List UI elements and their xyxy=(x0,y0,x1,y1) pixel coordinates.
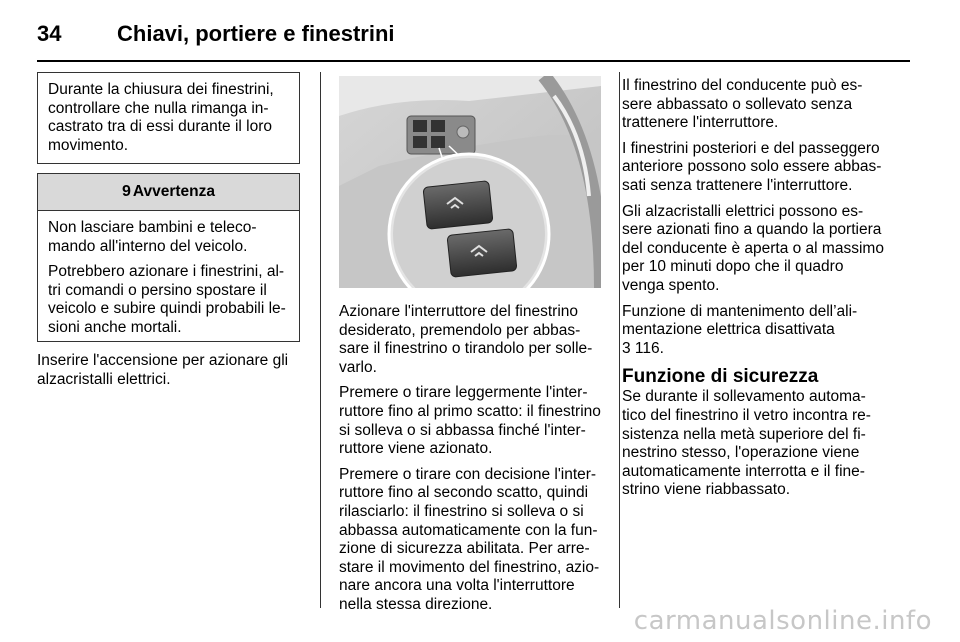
right-paragraph-4: Funzione di mantenimento dell’ali- mentazione elettrica disattivata 3 116. xyxy=(622,302,858,357)
middle-column-text xyxy=(339,303,601,615)
column-divider-2 xyxy=(619,72,620,608)
window-switch-figure xyxy=(339,76,601,288)
right-column-text xyxy=(622,77,902,500)
warning-paragraph-1: Non lasciare bambini e teleco- mando all'interno del veicolo. xyxy=(48,219,257,255)
warning-title: Avvertenza xyxy=(132,183,216,200)
right-paragraph-1: Il finestrino del conducente può es- sere abbassato o sollevato senza trattenere l'interruttore. xyxy=(622,77,863,132)
right-paragraph-2: I finestrini posteriori e del passeggero anteriore possono solo essere abbas- sati senza trattenere l'interruttore. xyxy=(622,139,882,194)
window-switch-illustration xyxy=(339,76,601,288)
right-paragraph-5: Se durante il sollevamento automa- tico del finestrino il vetro incontra re- sistenza nella metà superiore del fi- nestrino stesso, l'operazione viene automaticamente interrotta e il fine- strino viene riabbassato. xyxy=(622,388,871,499)
middle-paragraph-2: Premere o tirare leggermente l'inter- ruttore fino al primo scatto: il finestrino si solleva o si abbassa finché l'inter- ruttore viene azionato. xyxy=(339,384,601,458)
section-heading: Funzione di sicurezza xyxy=(622,366,819,388)
note-text: Durante la chiusura dei finestrini, controllare che nulla rimanga in- castrato tra di essi durante il loro movimento. xyxy=(48,81,274,154)
page-title: Chiavi, portiere e finestrini xyxy=(117,21,395,46)
middle-paragraph-1: Azionare l'interruttore del finestrino desiderato, premendolo per abbas- sare il finestrino o tirandolo per solle- varlo. xyxy=(339,303,593,376)
warning-icon: 9 xyxy=(121,183,131,200)
watermark: carmanualsonline.info xyxy=(633,606,932,636)
page-number: 34 xyxy=(37,21,62,46)
header-rule xyxy=(37,60,910,62)
note-box xyxy=(37,72,300,164)
page-reference-link[interactable]: 3 116. xyxy=(622,339,664,357)
ignition-paragraph: Inserire l'accensione per azionare gli alzacristalli elettrici. xyxy=(37,352,289,388)
right-paragraph-3: Gli alzacristalli elettrici possono es- sere azionati fino a quando la portiera del conducente è aperta o al massimo per 10 minuti dopo che il quadro venga spento. xyxy=(622,202,884,294)
warning-paragraph-2: Potrebbero azionare i finestrini, al- tri comandi o persino spostare il veicolo e subire quindi probabili le- sioni anche mortali. xyxy=(48,263,286,336)
column-divider-1 xyxy=(320,72,321,608)
warning-box xyxy=(37,173,300,342)
page-header xyxy=(37,14,395,54)
warning-header xyxy=(38,174,299,211)
middle-paragraph-3: Premere o tirare con decisione l'inter- ruttore fino al secondo scatto, quindi rilasciarlo: il finestrino si solleva o si abbassa automaticamente con la fun- zione di sicurezza abilitata. Per arre- stare il movimento del finestrino, azio- nare ancora una volta l'interruttore nella stessa direzione. xyxy=(339,465,600,613)
